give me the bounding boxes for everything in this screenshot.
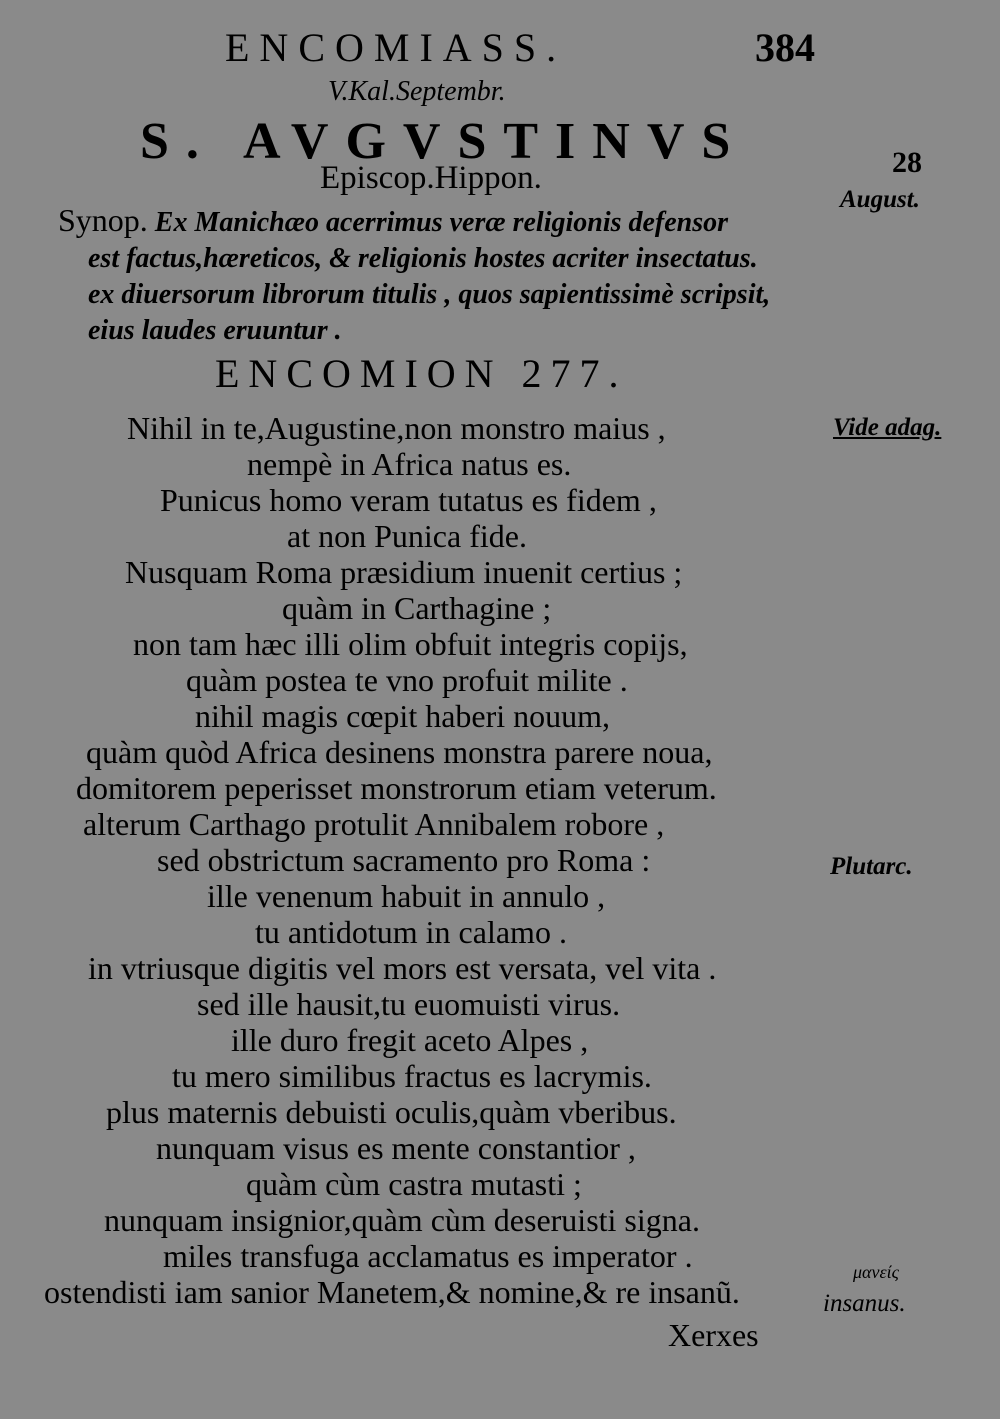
poem-line: Nusquam Roma præsidium inuenit certius ; xyxy=(125,554,683,590)
poem-line: in vtriusque digitis vel mors est versata, vel vita . xyxy=(88,950,717,986)
poem-line: Nihil in te,Augustine,non monstro maius , xyxy=(127,410,666,446)
synopsis xyxy=(58,202,828,349)
margin-note-plutarch: Plutarc. xyxy=(830,853,913,880)
margin-note-greek: μανείς xyxy=(853,1262,899,1282)
synopsis-text: eius laudes eruuntur . xyxy=(88,315,342,346)
synopsis-label: Synop. xyxy=(58,202,148,238)
synopsis-text: Ex Manichæo acerrimus veræ religionis defensor xyxy=(154,207,729,238)
poem-line: sed obstrictum sacramento pro Roma : xyxy=(157,842,651,878)
poem-line: nunquam visus es mente constantior , xyxy=(156,1130,636,1166)
poem-line: quàm cùm castra mutasti ; xyxy=(246,1166,582,1202)
poem-line: domitorem peperisset monstrorum etiam veterum. xyxy=(76,770,717,806)
page-number: 384 xyxy=(755,25,815,70)
margin-month: August. xyxy=(840,186,920,213)
poem-line: quàm quòd Africa desinens monstra parere noua, xyxy=(86,734,713,770)
synopsis-text: est factus,hæreticos, & religionis hostes acriter insectatus. xyxy=(88,243,758,274)
synopsis-line-1 xyxy=(58,202,828,241)
poem-line: nihil magis cœpit haberi nouum, xyxy=(195,698,611,734)
poem-line: nunquam insignior,quàm cùm deseruisti signa. xyxy=(104,1202,700,1238)
poem-line: ille venenum habuit in annulo , xyxy=(207,878,606,914)
poem-line: sed ille hausit,tu euomuisti virus. xyxy=(197,986,621,1022)
synopsis-text: ex diuersorum librorum titulis , quos sapientissimè scripsit, xyxy=(88,279,771,310)
margin-note-vide-adag: Vide adag. xyxy=(833,414,942,441)
poem-line: miles transfuga acclamatus es imperator . xyxy=(163,1238,693,1274)
encomion-heading: ENCOMION 277. xyxy=(215,351,628,396)
saint-name: S. AVGVSTINVS xyxy=(140,113,748,170)
poem-line: quàm in Carthagine ; xyxy=(282,590,552,626)
poem-line: Punicus homo veram tutatus es fidem , xyxy=(160,482,657,518)
poem-line: tu antidotum in calamo . xyxy=(255,914,567,950)
poem-line: quàm postea te vno profuit milite . xyxy=(186,662,628,698)
saint-title: Episcop.Hippon. xyxy=(320,160,542,196)
catchword: Xerxes xyxy=(668,1317,759,1353)
date-line: V.Kal.Septembr. xyxy=(328,76,506,107)
poem-line: ostendisti iam sanior Manetem,& nomine,& re insanũ. xyxy=(44,1274,740,1310)
poem-line: ille duro fregit aceto Alpes , xyxy=(231,1022,589,1058)
poem-line: non tam hæc illi olim obfuit integris copijs, xyxy=(133,626,688,662)
running-head: ENCOMIASS. xyxy=(225,25,567,70)
margin-day: 28 xyxy=(892,146,922,179)
poem-line: at non Punica fide. xyxy=(287,518,527,554)
poem-line: tu mero similibus fractus es lacrymis. xyxy=(172,1058,652,1094)
poem-line: nempè in Africa natus es. xyxy=(247,446,572,482)
margin-note-insanus: insanus. xyxy=(823,1290,906,1317)
poem-line: plus maternis debuisti oculis,quàm vberibus. xyxy=(106,1094,677,1130)
poem-line: alterum Carthago protulit Annibalem robore , xyxy=(83,806,665,842)
